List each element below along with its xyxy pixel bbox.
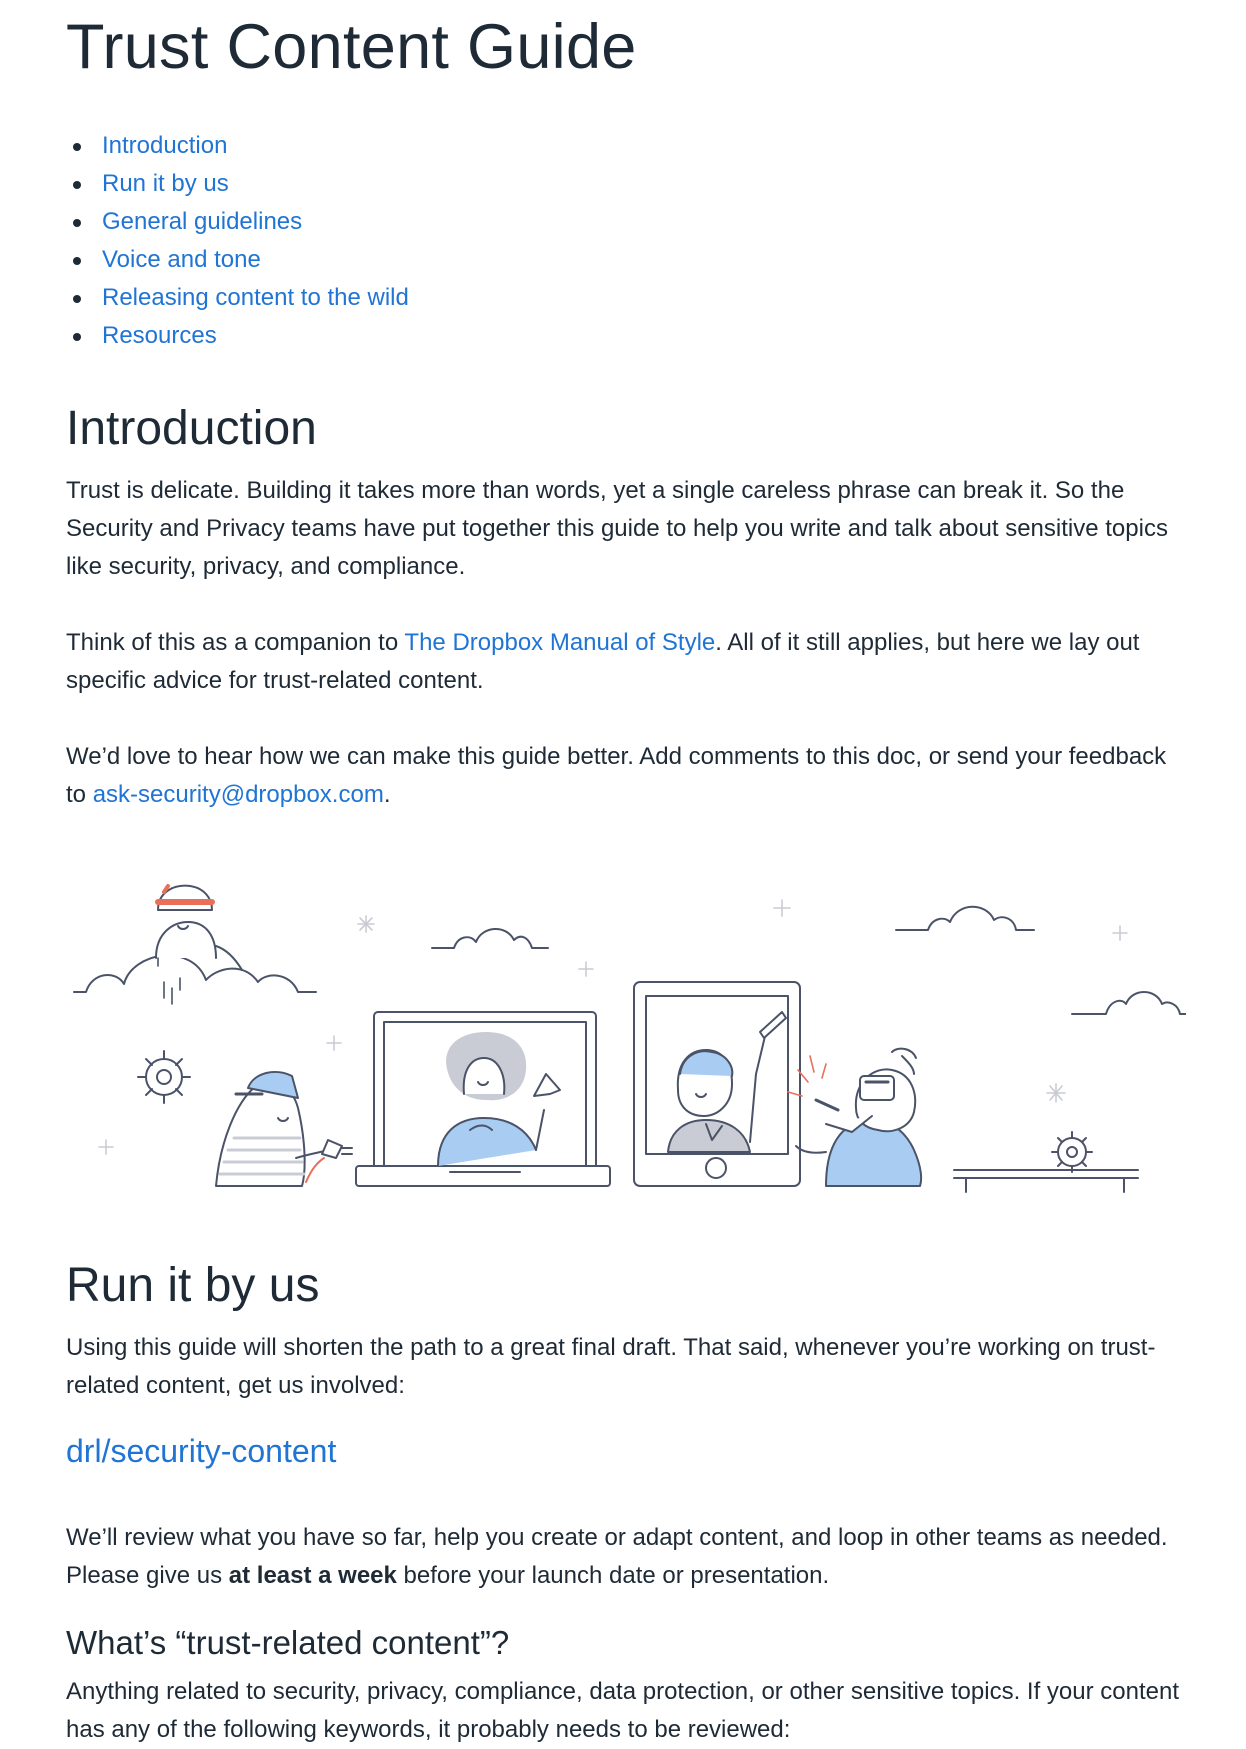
cloud-right — [1072, 992, 1186, 1014]
run-p2-text-a: We’ll review what you have so far, help you create or adapt content, and loop in other teams as needed. Please give us — [66, 1524, 1168, 1589]
intro-paragraph-1: Trust is delicate. Building it takes more than words, yet a single careless phrase can break it. So the Security and Privacy teams have put together this guide to help you write and talk about sensitive topics like security, privacy, and compliance. — [66, 477, 1168, 580]
capped-figure — [216, 1072, 352, 1186]
toc-item-releasing-content — [102, 279, 409, 317]
monitor-illustration — [356, 1012, 610, 1186]
trust-related-content-heading: What’s “trust-related content”? — [66, 1624, 510, 1661]
run-p2-text-b: before your launch date or presentation. — [396, 1562, 830, 1589]
toc-link-resources[interactable]: Resources — [102, 322, 217, 349]
toc-item-run-it-by-us — [102, 165, 409, 203]
page-title: Trust Content Guide — [66, 12, 637, 82]
toc-link-run-it-by-us[interactable]: Run it by us — [102, 170, 229, 197]
ask-security-email-link[interactable]: ask-security@dropbox.com — [92, 781, 384, 808]
intro-p2-text-b: . All of it still applies, but here we lay out specific advice for trust-related content. — [66, 629, 1140, 694]
security-content-link[interactable]: drl/security-content — [66, 1433, 337, 1469]
toc-item-resources — [102, 317, 409, 355]
toc-item-voice-and-tone — [102, 241, 409, 279]
trust-paragraph-1: Anything related to security, privacy, compliance, data protection, or other sensitive topics. If your content has any of the following keywords, it probably needs to be reviewed: — [66, 1678, 1179, 1743]
team-illustration — [66, 862, 1186, 1202]
hardhat-worker-figure — [156, 886, 242, 1004]
run-paragraph-1: Using this guide will shorten the path to a great final draft. That said, whenever you’re working on trust-related content, get us involved: — [66, 1334, 1156, 1399]
toc-link-releasing-content[interactable]: Releasing content to the wild — [102, 284, 409, 311]
manual-of-style-link[interactable]: The Dropbox Manual of Style — [404, 629, 716, 656]
table-of-contents — [66, 127, 409, 355]
intro-p3-text-b: . — [383, 781, 391, 808]
intro-p3-text-a: We’d love to hear how we can make this guide better. Add comments to this doc, or send your feedback to — [66, 743, 1167, 808]
cloud-top-right — [896, 907, 1034, 930]
toc-item-general-guidelines — [102, 203, 409, 241]
welder-figure — [788, 1049, 921, 1186]
run-it-by-us-heading: Run it by us — [66, 1259, 320, 1312]
cloud-top-center — [432, 929, 548, 948]
run-paragraph-2 — [66, 1519, 1186, 1595]
intro-paragraph-3 — [66, 738, 1186, 814]
intro-paragraph-2 — [66, 624, 1186, 700]
toc-link-voice-and-tone[interactable]: Voice and tone — [102, 246, 261, 273]
toc-link-general-guidelines[interactable]: General guidelines — [102, 208, 303, 235]
toc-link-introduction[interactable]: Introduction — [102, 132, 228, 159]
gear-icon-left — [138, 1051, 190, 1103]
introduction-heading: Introduction — [66, 402, 317, 455]
cloud-left — [74, 955, 316, 992]
bench — [954, 1170, 1138, 1192]
run-p2-bold: at least a week — [228, 1562, 397, 1589]
tablet-illustration — [634, 982, 800, 1186]
intro-p2-text-a: Think of this as a companion to — [66, 629, 405, 656]
gear-icon-right — [1052, 1132, 1092, 1172]
toc-item-introduction — [102, 127, 409, 165]
